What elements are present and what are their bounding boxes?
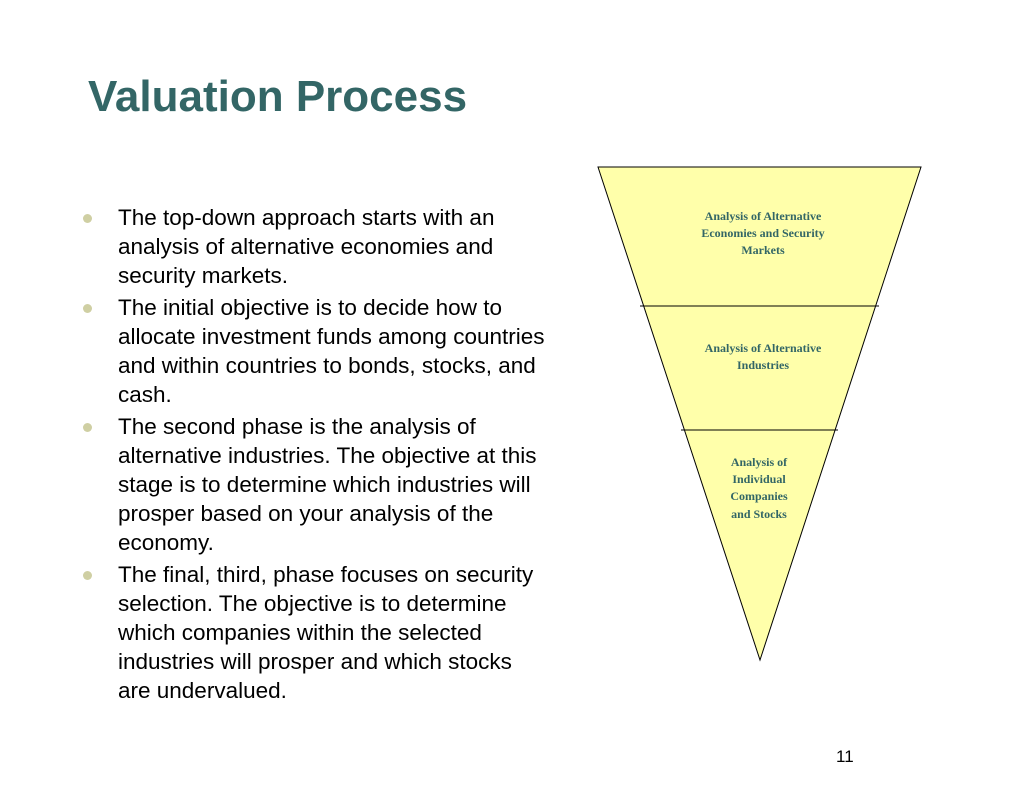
tier-label-line: Markets — [741, 243, 785, 257]
tier-label-line: Analysis of Alternative — [704, 341, 822, 355]
bullet-text: The second phase is the analysis of alternative industries. The objective at this stage is to determine which industries will prosper based on your analysis of the economy. — [118, 414, 537, 555]
tier-label-line: Companies — [730, 489, 788, 503]
bullet-dot-icon — [83, 571, 92, 580]
bullet-list — [80, 203, 550, 708]
bullet-text: The top-down approach starts with an analysis of alternative economies and security markets. — [118, 205, 495, 288]
bullet-text: The initial objective is to decide how to allocate investment funds among countries and within countries to bonds, stocks, and cash. — [118, 295, 545, 407]
tier-label-line: Individual — [732, 472, 786, 486]
tier-label-line: Industries — [736, 358, 790, 372]
bullet-item — [80, 203, 550, 290]
inverted-pyramid-diagram — [590, 160, 930, 665]
slide-title: Valuation Process — [88, 72, 468, 121]
tier-label-line: and Stocks — [731, 507, 787, 521]
page-number: 11 — [836, 747, 854, 766]
tier-label-line: Economies and Security — [701, 226, 825, 240]
tier-label-line: Analysis of — [730, 455, 788, 469]
bullet-item — [80, 293, 550, 409]
bullet-dot-icon — [83, 214, 92, 223]
bullet-dot-icon — [83, 423, 92, 432]
bullet-dot-icon — [83, 304, 92, 313]
bullet-item — [80, 560, 550, 705]
bullet-text: The final, third, phase focuses on security selection. The objective is to determine which companies within the selected industries will prosper and which stocks are undervalued. — [118, 562, 534, 703]
tier-label-line: Analysis of Alternative — [704, 209, 822, 223]
pyramid-shape — [598, 167, 921, 660]
bullet-item — [80, 412, 550, 557]
